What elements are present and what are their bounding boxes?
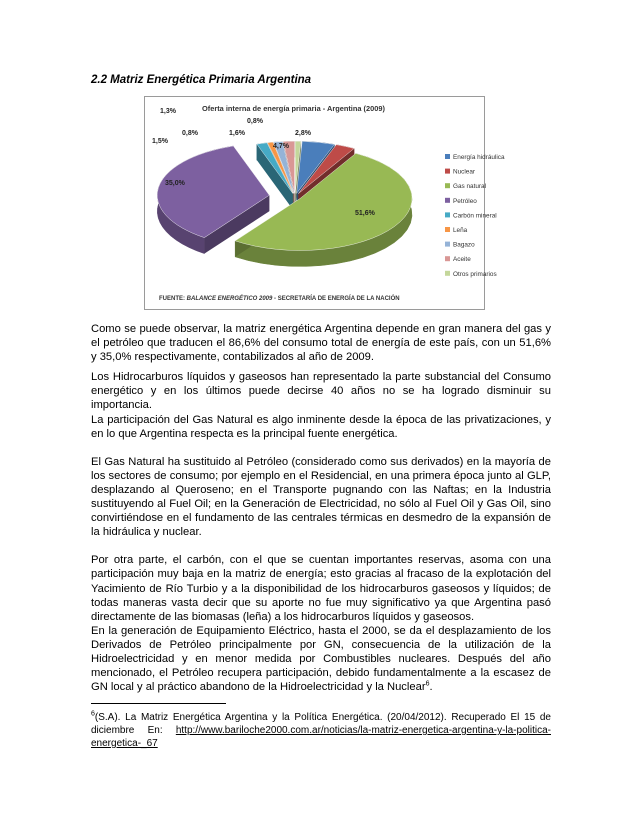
legend-swatch-aceite	[445, 256, 450, 261]
legend-swatch-leña	[445, 227, 450, 232]
legend-label-gas-natural: Gas natural	[453, 183, 487, 191]
chart-source-prefix: FUENTE:	[159, 296, 187, 302]
data-label-carbón-mineral: 1,5%	[152, 138, 168, 145]
paragraph-electric-generation	[91, 624, 551, 694]
legend-label-nuclear: Nuclear	[453, 168, 476, 176]
footnote-mark: 6	[91, 710, 95, 718]
section-heading: 2.2 Matriz Energética Primaria Argentina	[91, 74, 312, 86]
legend-label-aceite: Aceite	[453, 256, 471, 264]
legend-label-petróleo: Petróleo	[453, 197, 477, 205]
paragraph-gas-substitution: El Gas Natural ha sustituido al Petróleo (considerado como sus derivados) en la mayoría de los sectores de consumo; por ejemplo en el Residencial, en una primera época junto al GLP, desplazando al Queroseno; en el Transporte pugnando con las Naftas; en la Industria sustituyendo al Fuel Oil; en la Generación de Electricidad, no sólo al Fuel Oil y Gas Oil, sino convirtiéndose en el fundamento de las centrales térmicas en desmedro de la expansión de la hidráulica y nuclear.	[91, 455, 551, 539]
data-label-bagazo: 1,3%	[160, 108, 176, 115]
data-label-leña: 0,8%	[182, 130, 198, 137]
chart-title: Oferta interna de energía primaria - Argentina (2009)	[202, 104, 385, 113]
data-label-otros-primarios: 0,8%	[247, 118, 263, 125]
chart-source-title: BALANCE ENERGÉTICO 2009	[186, 296, 273, 302]
chart-source	[159, 294, 400, 302]
legend-label-carbón-mineral: Carbón mineral	[453, 212, 497, 220]
body-text	[91, 322, 551, 694]
legend-swatch-petróleo	[445, 198, 450, 203]
legend-label-energía-hidráulica: Energía hidráulica	[453, 154, 505, 161]
paragraph-electric-generation-text: En la generación de Equipamiento Eléctrico, hasta el 2000, se da el desplazamiento de los Derivados de Petróleo principalmente por GN, consecuencia de la utilización de la Hidroelectricidad y en menor medida por Combustibles nucleares. Después del año mencionado, el Petróleo recupera participación, debido fundamentalmente a la escasez de GN local y al práctico abandono de la Hidroelectricidad y la Nuclear	[91, 624, 551, 694]
legend-swatch-gas-natural	[445, 183, 450, 188]
data-label-nuclear: 2,8%	[295, 130, 311, 137]
footnote-separator	[91, 703, 226, 704]
footnote-text: (S.A). La Matriz Energética Argentina y la Política Energética. (20/04/2012). Recuperado El 15 de diciembre En:	[91, 712, 551, 736]
legend-swatch-nuclear	[445, 169, 450, 174]
data-label-energía-hidráulica: 4,7%	[273, 143, 289, 150]
paragraph-coal: Por otra parte, el carbón, con el que se cuentan importantes reservas, asoma con una participación muy baja en la matriz de energía; esto gracias al fracaso de la explotación del Yacimiento de Río Turbio y a la disponibilidad de los hidrocarburos gaseosos y líquidos; de todas maneras vasta decir que su aporte no fue muy significativo ya que Argentina pasó directamente de las biomasas (leña) a los hidrocarburos líquidos y gaseosos.	[91, 554, 551, 623]
legend-swatch-bagazo	[445, 242, 450, 247]
chart-source-suffix: - SECRETARÍA DE ENERGÍA DE LA NACIÓN	[272, 296, 400, 302]
paragraph-natural-gas: La participación del Gas Natural es algo inminente desde la época de las privatizaciones, y en lo que Argentina respecta es la principal fuente energética.	[91, 413, 551, 440]
legend-label-leña: Leña	[453, 227, 468, 234]
data-label-gas-natural: 51,6%	[355, 210, 375, 217]
paragraph-intro: Como se puede observar, la matriz energética Argentina depende en gran manera del gas y el petróleo que traducen el 86,6% del consumo total de energía de este país, con un 51,6% y 35,0% respectivamente, contabilizados al año de 2009.	[91, 323, 551, 364]
legend-swatch-energía-hidráulica	[445, 154, 450, 159]
legend-swatch-otros-primarios	[445, 271, 450, 276]
data-label-aceite: 1,6%	[229, 130, 245, 137]
pie-chart-figure	[144, 96, 505, 310]
pie-chart	[145, 97, 505, 309]
legend-label-otros-primarios: Otros primarios	[453, 270, 497, 278]
footnote-link[interactable]: http://www.bariloche2000.com.ar/noticias/la-matriz-energetica-argentina-y-la-politica-energetica-_67	[91, 725, 551, 749]
legend-swatch-carbón-mineral	[445, 212, 450, 217]
footnote-reference[interactable]: 6	[425, 680, 430, 688]
paragraph-end: .	[429, 681, 433, 694]
data-label-petróleo: 35,0%	[165, 180, 185, 187]
footnote	[91, 711, 551, 750]
paragraph-hydrocarbons: Los Hidrocarburos líquidos y gaseosos han representado la parte substancial del Consumo energético y en los últimos puede decirse 40 años no se ha logrado disminuir su importancia.	[91, 371, 551, 412]
legend-label-bagazo: Bagazo	[453, 241, 475, 249]
